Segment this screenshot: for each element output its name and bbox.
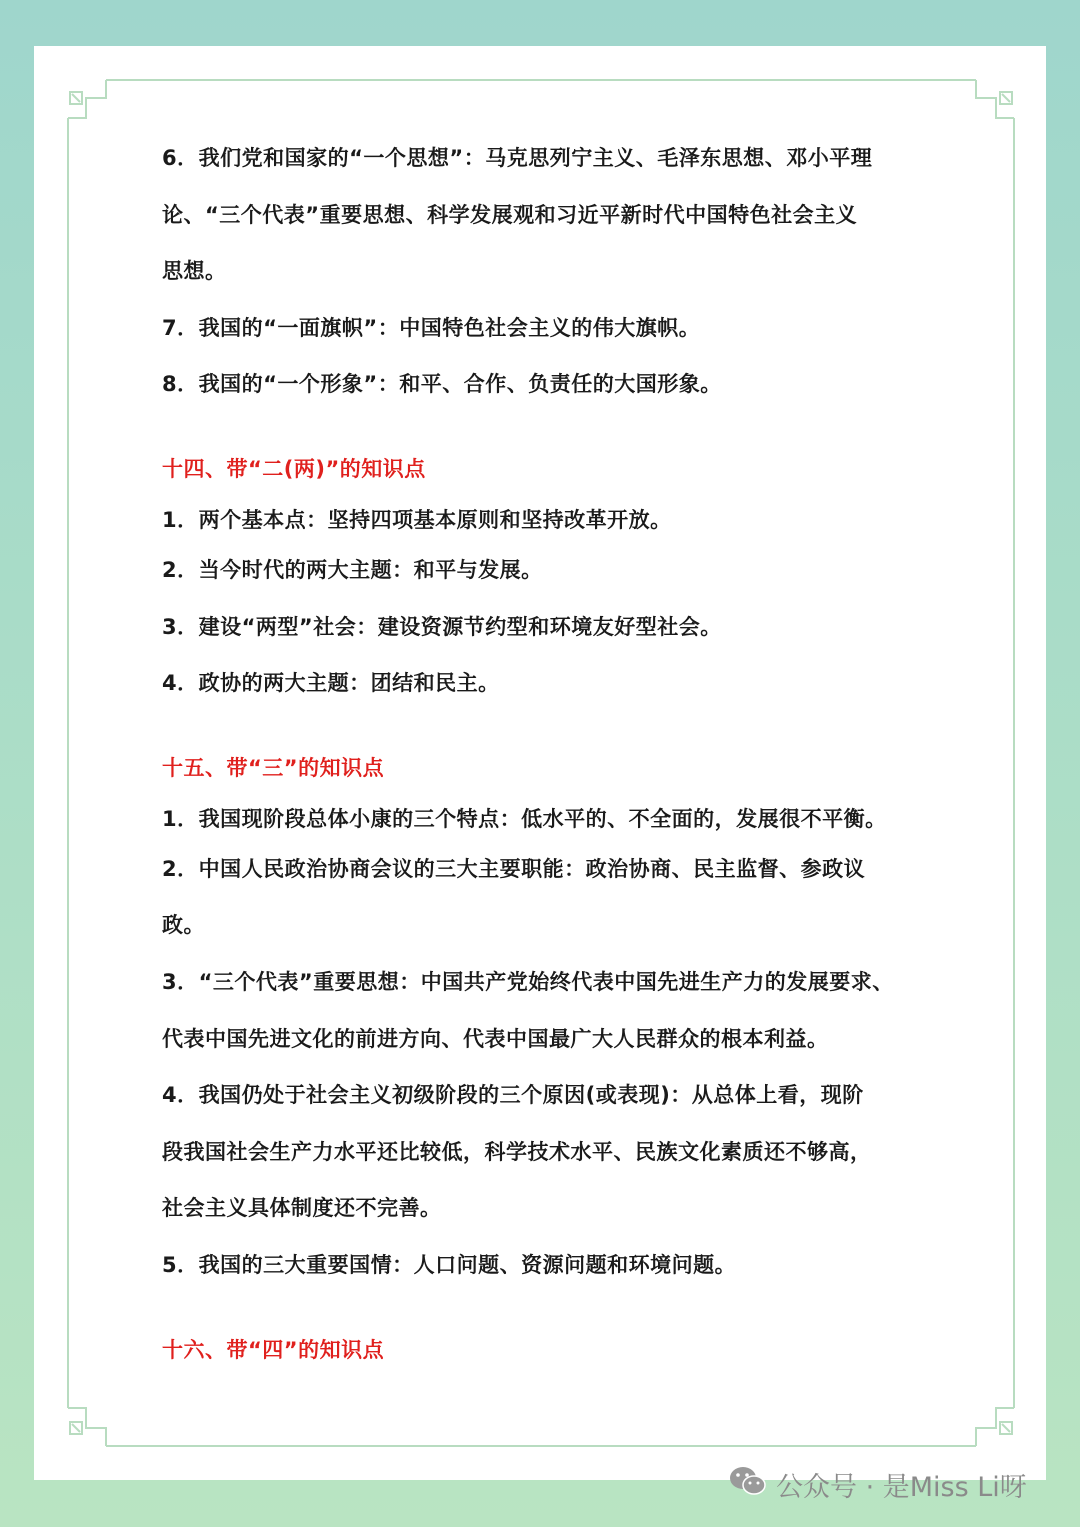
paragraph-line: 3．“三个代表”重要思想：中国共产党始终代表中国先进生产力的发展要求、 <box>162 969 894 994</box>
section-heading: 十五、带“三”的知识点 <box>162 755 385 780</box>
paragraph-line: 代表中国先进文化的前进方向、代表中国最广大人民群众的根本利益。 <box>162 1026 829 1051</box>
paragraph-line: 论、“三个代表”重要思想、科学发展观和习近平新时代中国特色社会主义 <box>162 202 858 227</box>
paragraph-line: 段我国社会生产力水平还比较低，科学技术水平、民族文化素质还不够高， <box>162 1139 872 1164</box>
paragraph-line: 思想。 <box>162 259 227 284</box>
paragraph-line: 政。 <box>162 913 205 938</box>
paragraph-line: 2．当今时代的两大主题：和平与发展。 <box>162 557 543 582</box>
watermark <box>728 1462 1027 1506</box>
paragraph-line: 8．我国的“一个形象”：和平、合作、负责任的大国形象。 <box>162 372 722 397</box>
section-heading: 十六、带“四”的知识点 <box>162 1337 385 1362</box>
paragraph-line: 4．我国仍处于社会主义初级阶段的三个原因(或表现)：从总体上看，现阶 <box>162 1083 864 1108</box>
paragraph-line: 社会主义具体制度还不完善。 <box>162 1196 442 1221</box>
paragraph-line: 1．我国现阶段总体小康的三个特点：低水平的、不全面的，发展很不平衡。 <box>162 806 887 831</box>
paragraph-line: 1．两个基本点：坚持四项基本原则和坚持改革开放。 <box>162 507 672 532</box>
document-content <box>162 130 922 1380</box>
watermark-text: 公众号 · 是Miss Li呀 <box>776 1471 1027 1503</box>
paragraph-line: 4．政协的两大主题：团结和民主。 <box>162 671 500 696</box>
paragraph-line: 3．建设“两型”社会：建设资源节约型和环境友好型社会。 <box>162 614 722 639</box>
paragraph-line: 6．我们党和国家的“一个思想”：马克思列宁主义、毛泽东思想、邓小平理 <box>162 146 873 170</box>
paragraph-line: 2．中国人民政治协商会议的三大主要职能：政治协商、民主监督、参政议 <box>162 856 866 881</box>
section-heading: 十四、带“二(两)”的知识点 <box>162 456 426 481</box>
paragraph-line: 7．我国的“一面旗帜”：中国特色社会主义的伟大旗帜。 <box>162 315 701 340</box>
wechat-icon <box>728 1464 768 1505</box>
paragraph-line: 5．我国的三大重要国情：人口问题、资源问题和环境问题。 <box>162 1252 737 1277</box>
